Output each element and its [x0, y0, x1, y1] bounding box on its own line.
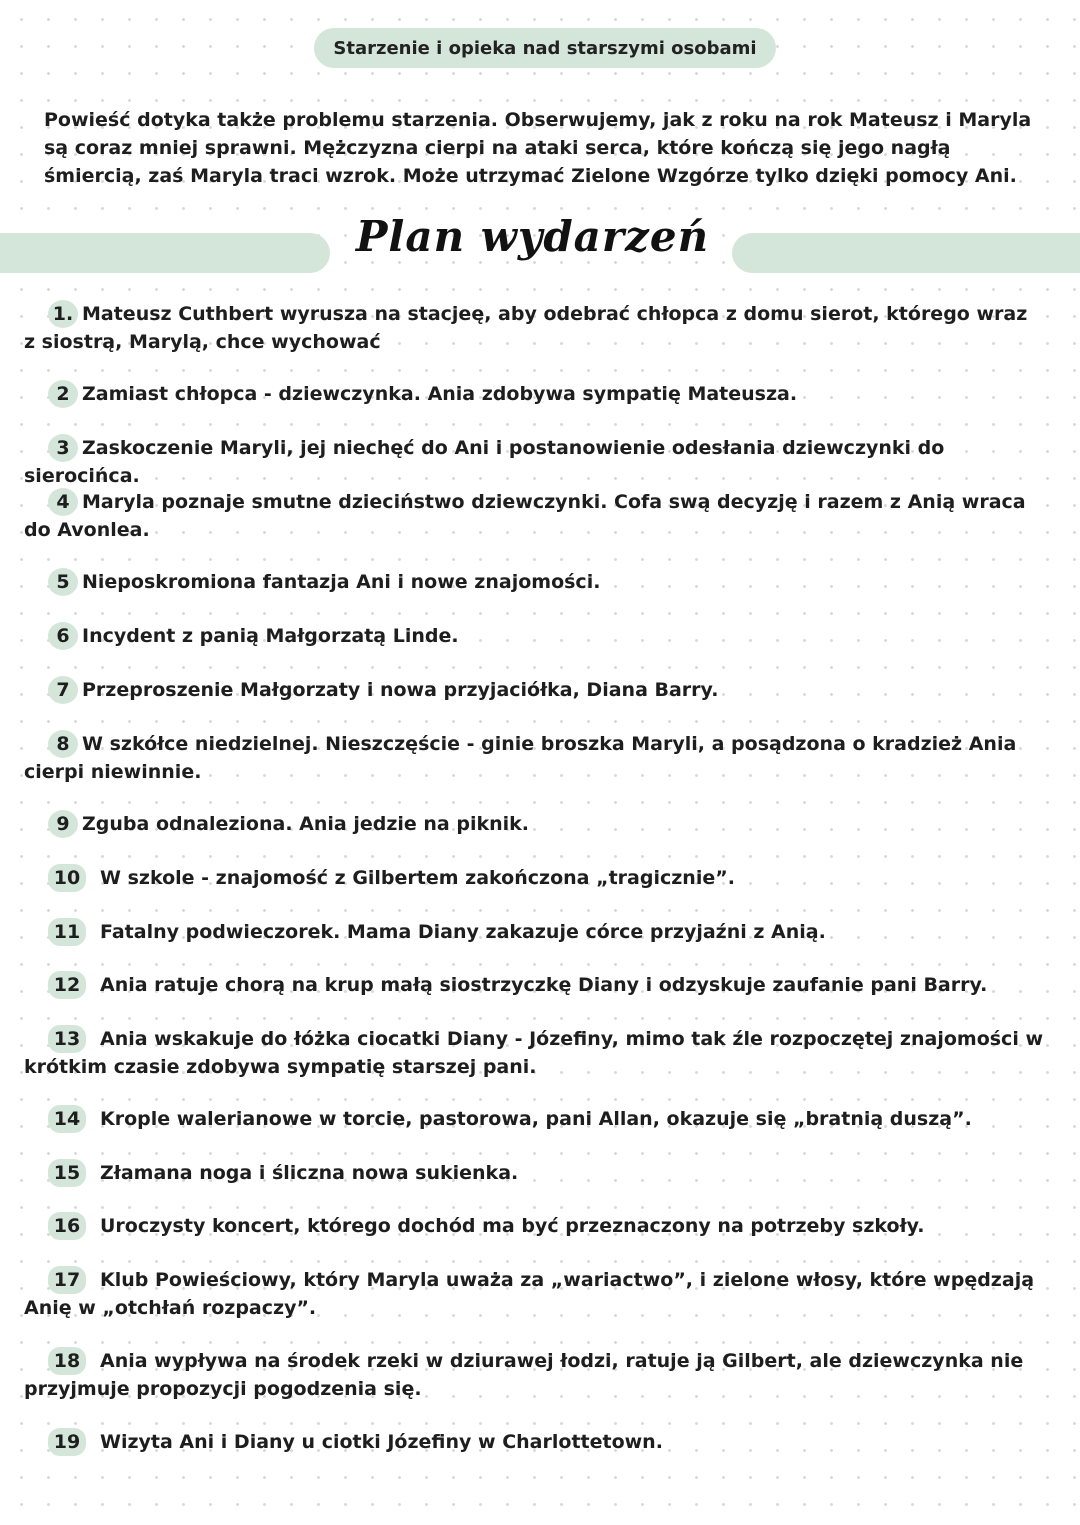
list-item [24, 918, 1044, 946]
list-item [24, 1428, 1044, 1456]
event-text: W szkółce niedzielnej. Nieszczęście - ginie broszka Maryli, a posądzona o kradzież Ania cierpi niewinnie. [24, 733, 1017, 783]
event-number: 8 [48, 730, 78, 758]
event-text: Incydent z panią Małgorzatą Linde. [82, 625, 459, 647]
event-number: 18 [48, 1347, 86, 1375]
list-item [24, 488, 1044, 544]
list-item [24, 1025, 1044, 1081]
event-text: Ania wypływa na środek rzeki w dziurawej łodzi, ratuje ją Gilbert, ale dziewczynka nie przyjmuje propozycji pogodzenia się. [24, 1350, 1024, 1400]
list-item [24, 810, 1044, 838]
event-number: 19 [48, 1428, 86, 1456]
event-number: 4 [48, 488, 78, 516]
event-text: Nieposkromiona fantazja Ani i nowe znajomości. [82, 571, 601, 593]
event-number: 16 [48, 1212, 86, 1240]
list-item [24, 568, 1044, 596]
event-number: 9 [48, 810, 78, 838]
list-item [24, 730, 1044, 786]
event-text: Maryla poznaje smutne dzieciństwo dziewczynki. Cofa swą decyzję i razem z Anią wraca do Avonlea. [24, 491, 1026, 541]
event-text: Fatalny podwieczorek. Mama Diany zakazuje córce przyjaźni z Anią. [100, 921, 826, 943]
event-number: 11 [48, 918, 86, 946]
list-item [24, 1212, 1044, 1240]
list-item [24, 864, 1044, 892]
event-text: W szkole - znajomość z Gilbertem zakończona „tragicznie”. [100, 867, 735, 889]
event-number: 17 [48, 1266, 86, 1294]
event-text: Uroczysty koncert, którego dochód ma być przeznaczony na potrzeby szkoły. [100, 1215, 925, 1237]
event-number: 13 [48, 1025, 86, 1053]
event-text: Zamiast chłopca - dziewczynka. Ania zdobywa sympatię Mateusza. [82, 383, 798, 405]
event-text: Przeproszenie Małgorzaty i nowa przyjaciółka, Diana Barry. [82, 679, 719, 701]
list-item [24, 1266, 1044, 1322]
event-number: 2 [48, 380, 78, 408]
event-number: 3 [48, 434, 78, 462]
list-item [24, 1105, 1044, 1133]
event-text: Zguba odnaleziona. Ania jedzie na piknik. [82, 813, 530, 835]
event-number: 14 [48, 1105, 86, 1133]
list-item [24, 1347, 1044, 1403]
event-text: Złamana noga i śliczna nowa sukienka. [100, 1162, 519, 1184]
intro-paragraph: Powieść dotyka także problemu starzenia. Obserwujemy, jak z roku na rok Mateusz i Maryla są coraz mniej sprawni. Mężczyzna cierpi na ataki serca, które kończą się jego nagłą śmiercią, zaś Maryla traci wzrok. Może utrzymać Zielone Wzgórze tylko dzięki pomocy Ani. [44, 109, 1032, 187]
event-text: Klub Powieściowy, który Maryla uważa za „wariactwo”, i zielone włosy, które wpędzają Anię w „otchłań rozpaczy”. [24, 1269, 1035, 1319]
heading-band-left [0, 233, 330, 273]
list-item [24, 676, 1044, 704]
event-text: Ania wskakuje do łóżka ciocatki Diany - Józefiny, mimo tak źle rozpoczętej znajomości w krótkim czasie zdobywa sympatię starszej pani. [24, 1028, 1044, 1078]
event-text: Krople walerianowe w torcie, pastorowa, pani Allan, okazuje się „bratnią duszą”. [100, 1108, 972, 1130]
event-number: 7 [48, 676, 78, 704]
heading-band-right [732, 233, 1080, 273]
event-text: Mateusz Cuthbert wyrusza na stacjeę, aby odebrać chłopca z domu sierot, którego wraz z siostrą, Marylą, chce wychować [24, 303, 1028, 353]
event-number: 5 [48, 568, 78, 596]
event-text: Wizyta Ani i Diany u ciotki Józefiny w Charlottetown. [100, 1431, 663, 1453]
page-heading: Plan wydarzeń [355, 212, 710, 261]
list-item [24, 300, 1044, 356]
list-item [24, 622, 1044, 650]
event-number: 12 [48, 971, 86, 999]
event-text: Ania ratuje chorą na krup małą siostrzyczkę Diany i odzyskuje zaufanie pani Barry. [100, 974, 988, 996]
list-item [24, 1159, 1044, 1187]
event-number: 15 [48, 1159, 86, 1187]
event-number: 6 [48, 622, 78, 650]
event-text: Zaskoczenie Maryli, jej niechęć do Ani i postanowienie odesłania dziewczynki do sierocińca. [24, 437, 945, 487]
event-number: 1. [48, 300, 78, 328]
list-item [24, 380, 1044, 408]
list-item [24, 434, 1044, 490]
list-item [24, 971, 1044, 999]
section-title: Starzenie i opieka nad starszymi osobami [314, 28, 776, 68]
event-number: 10 [48, 864, 86, 892]
